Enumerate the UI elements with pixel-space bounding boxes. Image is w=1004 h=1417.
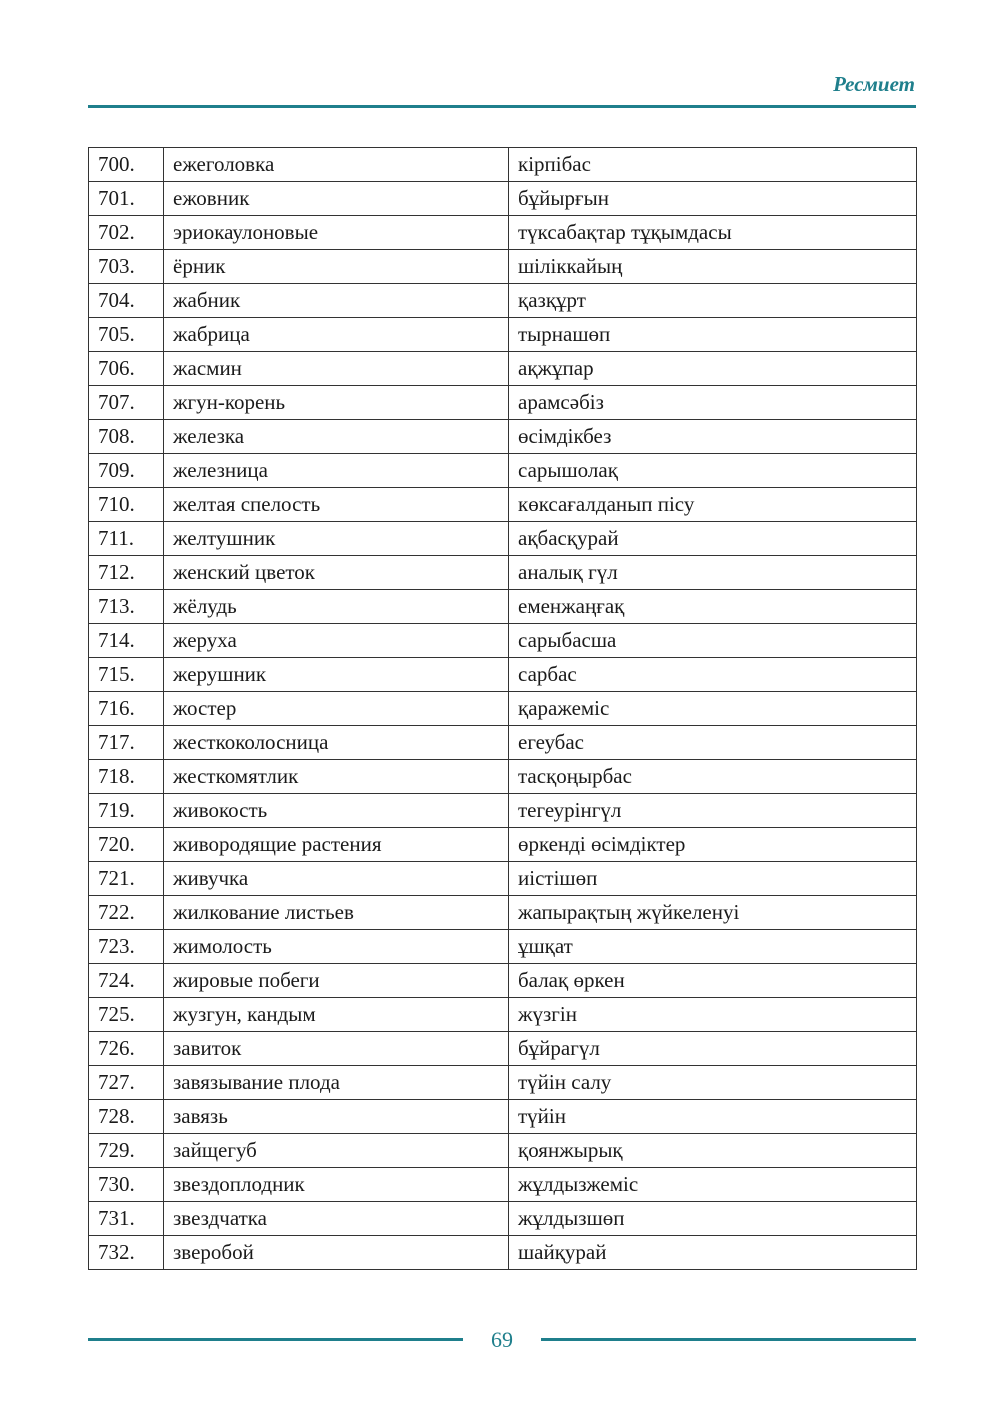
kazakh-term: қоянжырық bbox=[509, 1134, 917, 1168]
entry-number: 724. bbox=[89, 964, 164, 998]
table-row bbox=[89, 148, 917, 182]
kazakh-term: бұйрагүл bbox=[509, 1032, 917, 1066]
entry-number: 709. bbox=[89, 454, 164, 488]
kazakh-term: өркенді өсімдіктер bbox=[509, 828, 917, 862]
kazakh-term: жүзгін bbox=[509, 998, 917, 1032]
table-row bbox=[89, 284, 917, 318]
glossary-table bbox=[88, 147, 917, 1270]
table-row bbox=[89, 352, 917, 386]
table-row bbox=[89, 488, 917, 522]
kazakh-term: көксағалданып пісу bbox=[509, 488, 917, 522]
header-divider bbox=[88, 105, 916, 108]
kazakh-term: шіліккайың bbox=[509, 250, 917, 284]
table-row bbox=[89, 454, 917, 488]
entry-number: 716. bbox=[89, 692, 164, 726]
kazakh-term: тегеурінгүл bbox=[509, 794, 917, 828]
entry-number: 715. bbox=[89, 658, 164, 692]
kazakh-term: сарыбасша bbox=[509, 624, 917, 658]
table-row bbox=[89, 590, 917, 624]
russian-term: звездчатка bbox=[164, 1202, 509, 1236]
russian-term: жабрица bbox=[164, 318, 509, 352]
table-row bbox=[89, 930, 917, 964]
kazakh-term: арамсәбіз bbox=[509, 386, 917, 420]
entry-number: 703. bbox=[89, 250, 164, 284]
kazakh-term: ақжұпар bbox=[509, 352, 917, 386]
kazakh-term: ақбасқурай bbox=[509, 522, 917, 556]
table-row bbox=[89, 182, 917, 216]
russian-term: жесткомятлик bbox=[164, 760, 509, 794]
russian-term: звездоплодник bbox=[164, 1168, 509, 1202]
entry-number: 706. bbox=[89, 352, 164, 386]
entry-number: 730. bbox=[89, 1168, 164, 1202]
table-row bbox=[89, 658, 917, 692]
footer-divider-right bbox=[541, 1338, 916, 1341]
entry-number: 712. bbox=[89, 556, 164, 590]
entry-number: 719. bbox=[89, 794, 164, 828]
entry-number: 731. bbox=[89, 1202, 164, 1236]
table-row bbox=[89, 692, 917, 726]
entry-number: 707. bbox=[89, 386, 164, 420]
table-row bbox=[89, 420, 917, 454]
table-row bbox=[89, 522, 917, 556]
russian-term: ежовник bbox=[164, 182, 509, 216]
footer-divider-left bbox=[88, 1338, 463, 1341]
kazakh-term: бұйырғын bbox=[509, 182, 917, 216]
page-number: 69 bbox=[491, 1327, 513, 1352]
russian-term: живородящие растения bbox=[164, 828, 509, 862]
entry-number: 727. bbox=[89, 1066, 164, 1100]
russian-term: жесткоколосница bbox=[164, 726, 509, 760]
kazakh-term: ұшқат bbox=[509, 930, 917, 964]
table-row bbox=[89, 998, 917, 1032]
entry-number: 723. bbox=[89, 930, 164, 964]
russian-term: живучка bbox=[164, 862, 509, 896]
russian-term: жостер bbox=[164, 692, 509, 726]
russian-term: жасмин bbox=[164, 352, 509, 386]
glossary-table-body bbox=[89, 148, 917, 1270]
entry-number: 714. bbox=[89, 624, 164, 658]
table-row bbox=[89, 1032, 917, 1066]
russian-term: жилкование листьев bbox=[164, 896, 509, 930]
kazakh-term: жапырақтың жүйкеленуі bbox=[509, 896, 917, 930]
russian-term: железка bbox=[164, 420, 509, 454]
russian-term: ёрник bbox=[164, 250, 509, 284]
kazakh-term: еменжаңғақ bbox=[509, 590, 917, 624]
russian-term: жабник bbox=[164, 284, 509, 318]
table-row bbox=[89, 862, 917, 896]
table-row bbox=[89, 1236, 917, 1270]
kazakh-term: сарышолақ bbox=[509, 454, 917, 488]
table-row bbox=[89, 624, 917, 658]
kazakh-term: түйін салу bbox=[509, 1066, 917, 1100]
kazakh-term: жұлдызшөп bbox=[509, 1202, 917, 1236]
entry-number: 700. bbox=[89, 148, 164, 182]
entry-number: 725. bbox=[89, 998, 164, 1032]
entry-number: 721. bbox=[89, 862, 164, 896]
russian-term: желтушник bbox=[164, 522, 509, 556]
russian-term: завязь bbox=[164, 1100, 509, 1134]
table-row bbox=[89, 1100, 917, 1134]
kazakh-term: қаражеміс bbox=[509, 692, 917, 726]
table-row bbox=[89, 760, 917, 794]
table-row bbox=[89, 1202, 917, 1236]
russian-term: жимолость bbox=[164, 930, 509, 964]
table-row bbox=[89, 250, 917, 284]
entry-number: 732. bbox=[89, 1236, 164, 1270]
entry-number: 718. bbox=[89, 760, 164, 794]
table-row bbox=[89, 828, 917, 862]
running-header-title: Ресмиет bbox=[833, 72, 915, 96]
entry-number: 701. bbox=[89, 182, 164, 216]
table-row bbox=[89, 1168, 917, 1202]
kazakh-term: шайқурай bbox=[509, 1236, 917, 1270]
kazakh-term: тасқоңырбас bbox=[509, 760, 917, 794]
kazakh-term: егеубас bbox=[509, 726, 917, 760]
entry-number: 710. bbox=[89, 488, 164, 522]
russian-term: эриокаулоновые bbox=[164, 216, 509, 250]
entry-number: 711. bbox=[89, 522, 164, 556]
russian-term: жгун-корень bbox=[164, 386, 509, 420]
table-row bbox=[89, 794, 917, 828]
entry-number: 717. bbox=[89, 726, 164, 760]
russian-term: зайщегуб bbox=[164, 1134, 509, 1168]
entry-number: 704. bbox=[89, 284, 164, 318]
entry-number: 708. bbox=[89, 420, 164, 454]
russian-term: зверобой bbox=[164, 1236, 509, 1270]
entry-number: 702. bbox=[89, 216, 164, 250]
kazakh-term: жұлдызжеміс bbox=[509, 1168, 917, 1202]
entry-number: 722. bbox=[89, 896, 164, 930]
kazakh-term: өсімдікбез bbox=[509, 420, 917, 454]
entry-number: 713. bbox=[89, 590, 164, 624]
russian-term: жузгун, кандым bbox=[164, 998, 509, 1032]
table-row bbox=[89, 1134, 917, 1168]
kazakh-term: қазқұрт bbox=[509, 284, 917, 318]
kazakh-term: аналық гүл bbox=[509, 556, 917, 590]
table-row bbox=[89, 318, 917, 352]
russian-term: завиток bbox=[164, 1032, 509, 1066]
kazakh-term: кірпібас bbox=[509, 148, 917, 182]
kazakh-term: тырнашөп bbox=[509, 318, 917, 352]
russian-term: женский цветок bbox=[164, 556, 509, 590]
russian-term: жировые побеги bbox=[164, 964, 509, 998]
kazakh-term: сарбас bbox=[509, 658, 917, 692]
russian-term: железница bbox=[164, 454, 509, 488]
kazakh-term: түксабақтар тұқымдасы bbox=[509, 216, 917, 250]
table-row bbox=[89, 1066, 917, 1100]
table-row bbox=[89, 896, 917, 930]
table-row bbox=[89, 386, 917, 420]
russian-term: завязывание плода bbox=[164, 1066, 509, 1100]
russian-term: жерушник bbox=[164, 658, 509, 692]
russian-term: живокость bbox=[164, 794, 509, 828]
entry-number: 728. bbox=[89, 1100, 164, 1134]
entry-number: 726. bbox=[89, 1032, 164, 1066]
table-row bbox=[89, 964, 917, 998]
entry-number: 705. bbox=[89, 318, 164, 352]
entry-number: 720. bbox=[89, 828, 164, 862]
kazakh-term: балақ өркен bbox=[509, 964, 917, 998]
entry-number: 729. bbox=[89, 1134, 164, 1168]
russian-term: желтая спелость bbox=[164, 488, 509, 522]
russian-term: ежеголовка bbox=[164, 148, 509, 182]
table-row bbox=[89, 216, 917, 250]
russian-term: жеруха bbox=[164, 624, 509, 658]
table-row bbox=[89, 556, 917, 590]
kazakh-term: түйін bbox=[509, 1100, 917, 1134]
russian-term: жёлудь bbox=[164, 590, 509, 624]
kazakh-term: иістішөп bbox=[509, 862, 917, 896]
table-row bbox=[89, 726, 917, 760]
